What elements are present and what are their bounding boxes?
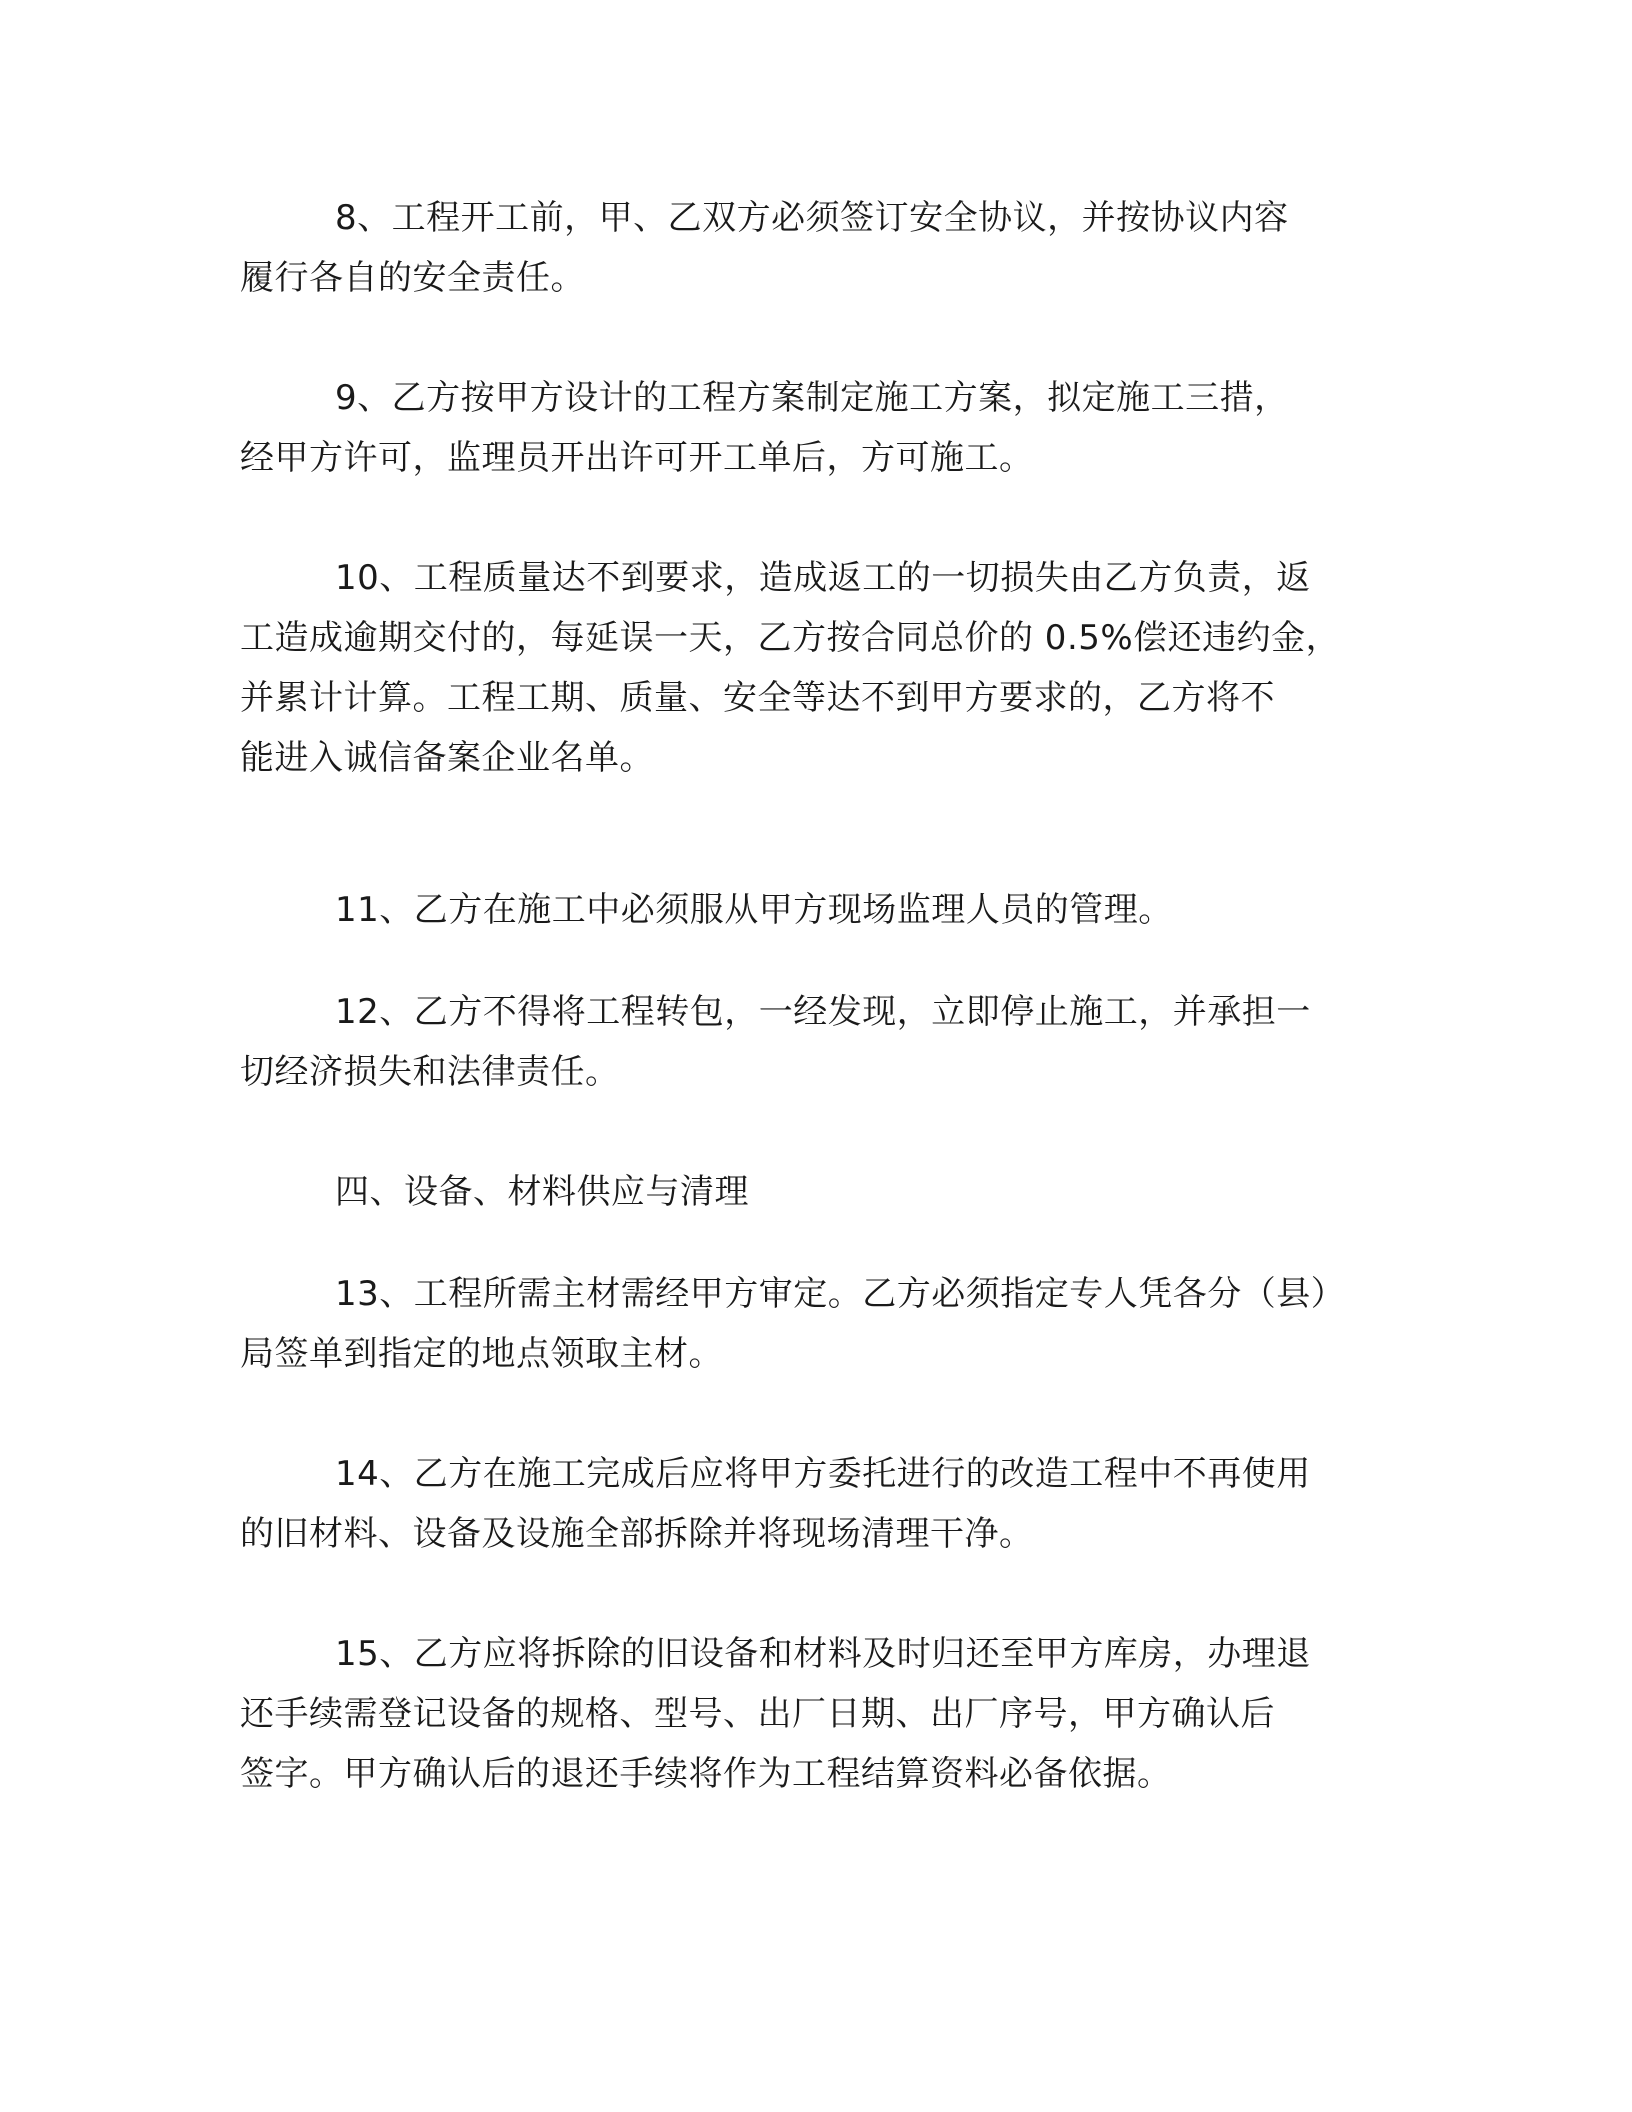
paragraph-line: 9、乙方按甲方设计的工程方案制定施工方案，拟定施工三措， [335, 378, 1289, 418]
section-heading-text: 四、设备、材料供应与清理 [335, 1172, 749, 1212]
paragraph-line: 12、乙方不得将工程转包，一经发现，立即停止施工，并承担一 [335, 992, 1311, 1032]
paragraph-line: 还手续需登记设备的规格、型号、出厂日期、出厂序号，甲方确认后 [240, 1694, 1275, 1734]
paragraph-line: 签字。甲方确认后的退还手续将作为工程结算资料必备依据。 [240, 1754, 1172, 1794]
paragraph-line: 经甲方许可，监理员开出许可开工单后，方可施工。 [240, 438, 1034, 478]
paragraph-line: 14、乙方在施工完成后应将甲方委托进行的改造工程中不再使用 [335, 1454, 1311, 1494]
paragraph-line: 13、工程所需主材需经甲方审定。乙方必须指定专人凭各分（县） [335, 1274, 1346, 1314]
paragraph-line: 并累计计算。工程工期、质量、安全等达不到甲方要求的，乙方将不 [240, 678, 1275, 718]
paragraph-10 [240, 548, 1400, 788]
paragraph-line: 8、工程开工前，甲、乙双方必须签订安全协议，并按协议内容 [335, 198, 1289, 238]
paragraph-line: 工造成逾期交付的，每延误一天，乙方按合同总价的 0.5%偿还违约金， [240, 618, 1341, 658]
paragraph-line: 履行各自的安全责任。 [240, 258, 585, 298]
paragraph-line: 能进入诚信备案企业名单。 [240, 738, 654, 778]
paragraph-9 [240, 368, 1400, 488]
paragraph-line: 10、工程质量达不到要求，造成返工的一切损失由乙方负责，返 [335, 558, 1311, 598]
paragraph-11 [240, 880, 1400, 940]
paragraph-line: 切经济损失和法律责任。 [240, 1052, 620, 1092]
paragraph-14 [240, 1444, 1400, 1564]
paragraph-12 [240, 982, 1400, 1102]
paragraph-13 [240, 1264, 1400, 1384]
paragraph-line: 11、乙方在施工中必须服从甲方现场监理人员的管理。 [335, 890, 1173, 930]
section-heading [240, 1162, 1400, 1222]
paragraph-15 [240, 1624, 1400, 1804]
paragraph-8 [240, 188, 1400, 308]
paragraph-line: 局签单到指定的地点领取主材。 [240, 1334, 723, 1374]
paragraph-line: 15、乙方应将拆除的旧设备和材料及时归还至甲方库房，办理退 [335, 1634, 1311, 1674]
paragraph-line: 的旧材料、设备及设施全部拆除并将现场清理干净。 [240, 1514, 1034, 1554]
